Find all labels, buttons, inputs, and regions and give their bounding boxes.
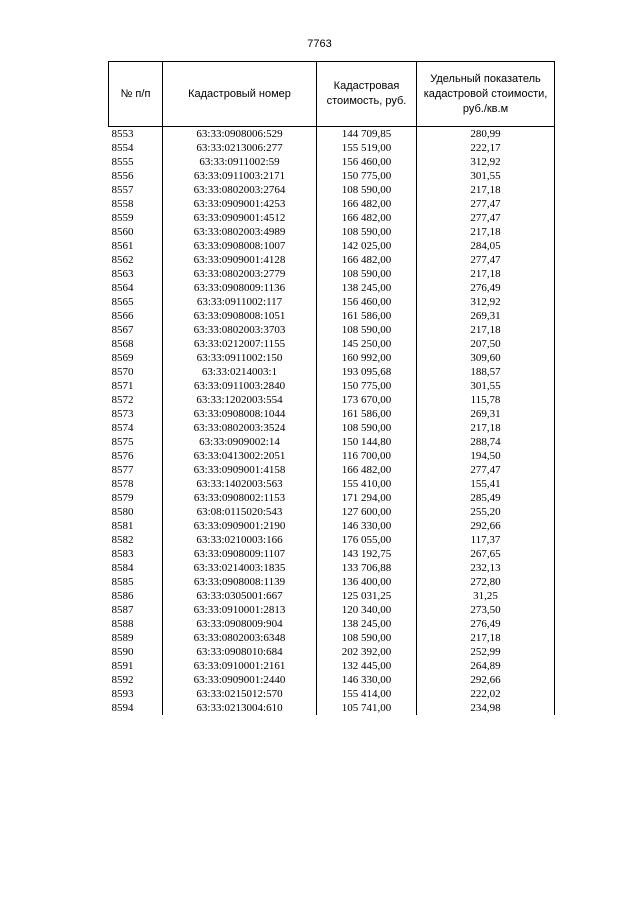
table-row <box>109 295 555 309</box>
unit-value: 272,80 <box>417 575 555 589</box>
table-row <box>109 239 555 253</box>
cadastral-number: 63:33:0210003:166 <box>163 533 317 547</box>
cadastral-number: 63:33:0802003:2764 <box>163 183 317 197</box>
cadastral-number: 63:33:0908008:1051 <box>163 309 317 323</box>
table-row <box>109 547 555 561</box>
cadastral-value: 108 590,00 <box>317 631 417 645</box>
row-number: 8559 <box>111 212 134 224</box>
unit-value: 217,18 <box>417 267 555 281</box>
table-row <box>109 687 555 701</box>
row-number: 8580 <box>111 506 134 518</box>
unit-value: 255,20 <box>417 505 555 519</box>
cadastral-value: 156 460,00 <box>317 155 417 169</box>
row-number: 8565 <box>111 296 134 308</box>
unit-value: 277,47 <box>417 253 555 267</box>
cadastral-value: 155 410,00 <box>317 477 417 491</box>
unit-value: 292,66 <box>417 673 555 687</box>
unit-value: 234,98 <box>417 701 555 715</box>
cadastral-number: 63:33:0909001:2440 <box>163 673 317 687</box>
unit-value: 284,05 <box>417 239 555 253</box>
cadastral-value: 150 144,80 <box>317 435 417 449</box>
row-number: 8579 <box>111 492 134 504</box>
cadastral-number: 63:33:0908002:1153 <box>163 491 317 505</box>
unit-value: 277,47 <box>417 197 555 211</box>
unit-value: 188,57 <box>417 365 555 379</box>
cadastral-number: 63:33:0911002:150 <box>163 351 317 365</box>
table-row <box>109 561 555 575</box>
cadastral-number: 63:33:0802003:2779 <box>163 267 317 281</box>
cadastral-number: 63:33:0908008:1139 <box>163 575 317 589</box>
cadastral-value: 146 330,00 <box>317 673 417 687</box>
table-row <box>109 407 555 421</box>
table-row <box>109 309 555 323</box>
unit-value: 222,02 <box>417 687 555 701</box>
unit-value: 217,18 <box>417 323 555 337</box>
cadastral-value: 120 340,00 <box>317 603 417 617</box>
table-row <box>109 477 555 491</box>
row-number: 8582 <box>111 534 134 546</box>
row-number: 8569 <box>111 352 134 364</box>
row-number: 8585 <box>111 576 134 588</box>
cadastral-number: 63:33:0909001:2190 <box>163 519 317 533</box>
cadastral-value: 144 709,85 <box>317 127 417 142</box>
cadastral-number: 63:33:0911002:117 <box>163 295 317 309</box>
unit-value: 264,89 <box>417 659 555 673</box>
table-row <box>109 463 555 477</box>
cadastral-number: 63:33:0911003:2840 <box>163 379 317 393</box>
row-number: 8553 <box>111 128 134 140</box>
cadastral-value: 156 460,00 <box>317 295 417 309</box>
cadastral-number: 63:33:0910001:2161 <box>163 659 317 673</box>
cadastral-number: 63:33:0908009:1136 <box>163 281 317 295</box>
table-row <box>109 323 555 337</box>
cadastral-table <box>108 61 555 715</box>
row-number: 8591 <box>111 660 134 672</box>
table-row <box>109 211 555 225</box>
table-row <box>109 337 555 351</box>
cadastral-number: 63:33:0908009:1107 <box>163 547 317 561</box>
unit-value: 277,47 <box>417 211 555 225</box>
row-number: 8557 <box>111 184 134 196</box>
unit-value: 276,49 <box>417 281 555 295</box>
cadastral-number: 63:33:0908008:1044 <box>163 407 317 421</box>
row-number: 8564 <box>111 282 134 294</box>
cadastral-value: 150 775,00 <box>317 379 417 393</box>
cadastral-number: 63:33:0802003:3703 <box>163 323 317 337</box>
cadastral-value: 160 992,00 <box>317 351 417 365</box>
cadastral-value: 176 055,00 <box>317 533 417 547</box>
cadastral-number: 63:33:0909001:4512 <box>163 211 317 225</box>
cadastral-value: 193 095,68 <box>317 365 417 379</box>
cadastral-value: 105 741,00 <box>317 701 417 715</box>
row-number: 8566 <box>111 310 134 322</box>
unit-value: 117,37 <box>417 533 555 547</box>
header-cadastral-number: Кадастровый номер <box>163 62 317 127</box>
unit-value: 269,31 <box>417 407 555 421</box>
row-number: 8568 <box>111 338 134 350</box>
row-number: 8590 <box>111 646 134 658</box>
header-cadastral-value: Кадастровая стоимость, руб. <box>317 62 417 127</box>
cadastral-number: 63:33:0802003:6348 <box>163 631 317 645</box>
row-number: 8567 <box>111 324 134 336</box>
row-number: 8581 <box>111 520 134 532</box>
row-number: 8592 <box>111 674 134 686</box>
cadastral-value: 133 706,88 <box>317 561 417 575</box>
row-number: 8586 <box>111 590 134 602</box>
table-row <box>109 645 555 659</box>
cadastral-number: 63:08:0115020:543 <box>163 505 317 519</box>
unit-value: 280,99 <box>417 127 555 142</box>
cadastral-number: 63:33:0908008:1007 <box>163 239 317 253</box>
row-number: 8578 <box>111 478 134 490</box>
table-row <box>109 169 555 183</box>
table-row <box>109 127 555 142</box>
cadastral-number: 63:33:0909001:4253 <box>163 197 317 211</box>
row-number: 8561 <box>111 240 134 252</box>
cadastral-number: 63:33:0802003:4989 <box>163 225 317 239</box>
cadastral-number: 63:33:0908009:904 <box>163 617 317 631</box>
table-row <box>109 659 555 673</box>
unit-value: 115,78 <box>417 393 555 407</box>
row-number: 8576 <box>111 450 134 462</box>
row-number: 8584 <box>111 562 134 574</box>
cadastral-value: 171 294,00 <box>317 491 417 505</box>
table-row <box>109 519 555 533</box>
unit-value: 269,31 <box>417 309 555 323</box>
row-number: 8594 <box>111 702 134 714</box>
unit-value: 232,13 <box>417 561 555 575</box>
row-number: 8588 <box>111 618 134 630</box>
row-number: 8572 <box>111 394 134 406</box>
cadastral-value: 173 670,00 <box>317 393 417 407</box>
unit-value: 309,60 <box>417 351 555 365</box>
row-number: 8556 <box>111 170 134 182</box>
cadastral-number: 63:33:0413002:2051 <box>163 449 317 463</box>
unit-value: 301,55 <box>417 169 555 183</box>
unit-value: 194,50 <box>417 449 555 463</box>
row-number: 8577 <box>111 464 134 476</box>
row-number: 8583 <box>111 548 134 560</box>
unit-value: 267,65 <box>417 547 555 561</box>
cadastral-value: 161 586,00 <box>317 309 417 323</box>
table-row <box>109 155 555 169</box>
cadastral-number: 63:33:0802003:3524 <box>163 421 317 435</box>
row-number: 8570 <box>111 366 134 378</box>
header-unit-value: Удельный показатель кадастровой стоимости, руб./кв.м <box>417 62 555 127</box>
unit-value: 252,99 <box>417 645 555 659</box>
table-row <box>109 379 555 393</box>
table-row <box>109 589 555 603</box>
cadastral-value: 145 250,00 <box>317 337 417 351</box>
table-row <box>109 421 555 435</box>
cadastral-value: 108 590,00 <box>317 267 417 281</box>
row-number: 8593 <box>111 688 134 700</box>
cadastral-value: 166 482,00 <box>317 197 417 211</box>
row-number: 8573 <box>111 408 134 420</box>
cadastral-value: 166 482,00 <box>317 253 417 267</box>
table-row <box>109 253 555 267</box>
cadastral-number: 63:33:0909001:4158 <box>163 463 317 477</box>
unit-value: 285,49 <box>417 491 555 505</box>
cadastral-value: 132 445,00 <box>317 659 417 673</box>
table-body <box>109 127 555 716</box>
cadastral-value: 116 700,00 <box>317 449 417 463</box>
table-row <box>109 505 555 519</box>
cadastral-value: 143 192,75 <box>317 547 417 561</box>
table-row <box>109 631 555 645</box>
cadastral-number: 63:33:1202003:554 <box>163 393 317 407</box>
table-header-row <box>109 62 555 127</box>
row-number: 8587 <box>111 604 134 616</box>
cadastral-value: 166 482,00 <box>317 463 417 477</box>
table-row <box>109 267 555 281</box>
cadastral-number: 63:33:0305001:667 <box>163 589 317 603</box>
cadastral-value: 155 519,00 <box>317 141 417 155</box>
row-number: 8558 <box>111 198 134 210</box>
table-row <box>109 603 555 617</box>
unit-value: 217,18 <box>417 631 555 645</box>
cadastral-number: 63:33:0908010:684 <box>163 645 317 659</box>
unit-value: 277,47 <box>417 463 555 477</box>
cadastral-number: 63:33:0215012:570 <box>163 687 317 701</box>
table-row <box>109 435 555 449</box>
cadastral-value: 146 330,00 <box>317 519 417 533</box>
unit-value: 273,50 <box>417 603 555 617</box>
unit-value: 155,41 <box>417 477 555 491</box>
unit-value: 222,17 <box>417 141 555 155</box>
cadastral-number: 63:33:0911003:2171 <box>163 169 317 183</box>
cadastral-value: 125 031,25 <box>317 589 417 603</box>
table-row <box>109 673 555 687</box>
cadastral-number: 63:33:1402003:563 <box>163 477 317 491</box>
table-row <box>109 365 555 379</box>
cadastral-value: 161 586,00 <box>317 407 417 421</box>
cadastral-number: 63:33:0910001:2813 <box>163 603 317 617</box>
row-number: 8554 <box>111 142 134 154</box>
unit-value: 301,55 <box>417 379 555 393</box>
cadastral-number: 63:33:0213006:277 <box>163 141 317 155</box>
cadastral-value: 127 600,00 <box>317 505 417 519</box>
table-row <box>109 197 555 211</box>
cadastral-value: 108 590,00 <box>317 183 417 197</box>
table-row <box>109 533 555 547</box>
cadastral-value: 108 590,00 <box>317 225 417 239</box>
cadastral-value: 166 482,00 <box>317 211 417 225</box>
cadastral-number: 63:33:0908006:529 <box>163 127 317 142</box>
table-row <box>109 617 555 631</box>
unit-value: 312,92 <box>417 295 555 309</box>
table-row <box>109 141 555 155</box>
table-row <box>109 701 555 715</box>
row-number: 8574 <box>111 422 134 434</box>
cadastral-value: 150 775,00 <box>317 169 417 183</box>
table-row <box>109 449 555 463</box>
cadastral-value: 138 245,00 <box>317 617 417 631</box>
cadastral-value: 202 392,00 <box>317 645 417 659</box>
cadastral-number: 63:33:0213004:610 <box>163 701 317 715</box>
table-row <box>109 491 555 505</box>
cadastral-number: 63:33:0911002:59 <box>163 155 317 169</box>
page-number: 7763 <box>307 38 332 50</box>
cadastral-value: 108 590,00 <box>317 323 417 337</box>
row-number: 8589 <box>111 632 134 644</box>
cadastral-value: 136 400,00 <box>317 575 417 589</box>
row-number: 8562 <box>111 254 134 266</box>
header-num: № п/п <box>109 62 163 127</box>
unit-value: 217,18 <box>417 225 555 239</box>
unit-value: 292,66 <box>417 519 555 533</box>
table-row <box>109 351 555 365</box>
cadastral-value: 142 025,00 <box>317 239 417 253</box>
table-row <box>109 225 555 239</box>
row-number: 8555 <box>111 156 134 168</box>
unit-value: 217,18 <box>417 183 555 197</box>
unit-value: 217,18 <box>417 421 555 435</box>
unit-value: 276,49 <box>417 617 555 631</box>
cadastral-number: 63:33:0909002:14 <box>163 435 317 449</box>
cadastral-number: 63:33:0214003:1835 <box>163 561 317 575</box>
unit-value: 31,25 <box>417 589 555 603</box>
row-number: 8571 <box>111 380 134 392</box>
row-number: 8560 <box>111 226 134 238</box>
cadastral-number: 63:33:0214003:1 <box>163 365 317 379</box>
unit-value: 312,92 <box>417 155 555 169</box>
table-row <box>109 183 555 197</box>
cadastral-value: 108 590,00 <box>317 421 417 435</box>
cadastral-number: 63:33:0909001:4128 <box>163 253 317 267</box>
table-row <box>109 281 555 295</box>
cadastral-number: 63:33:0212007:1155 <box>163 337 317 351</box>
unit-value: 207,50 <box>417 337 555 351</box>
unit-value: 288,74 <box>417 435 555 449</box>
cadastral-value: 138 245,00 <box>317 281 417 295</box>
table-row <box>109 393 555 407</box>
cadastral-value: 155 414,00 <box>317 687 417 701</box>
table-row <box>109 575 555 589</box>
row-number: 8563 <box>111 268 134 280</box>
row-number: 8575 <box>111 436 134 448</box>
